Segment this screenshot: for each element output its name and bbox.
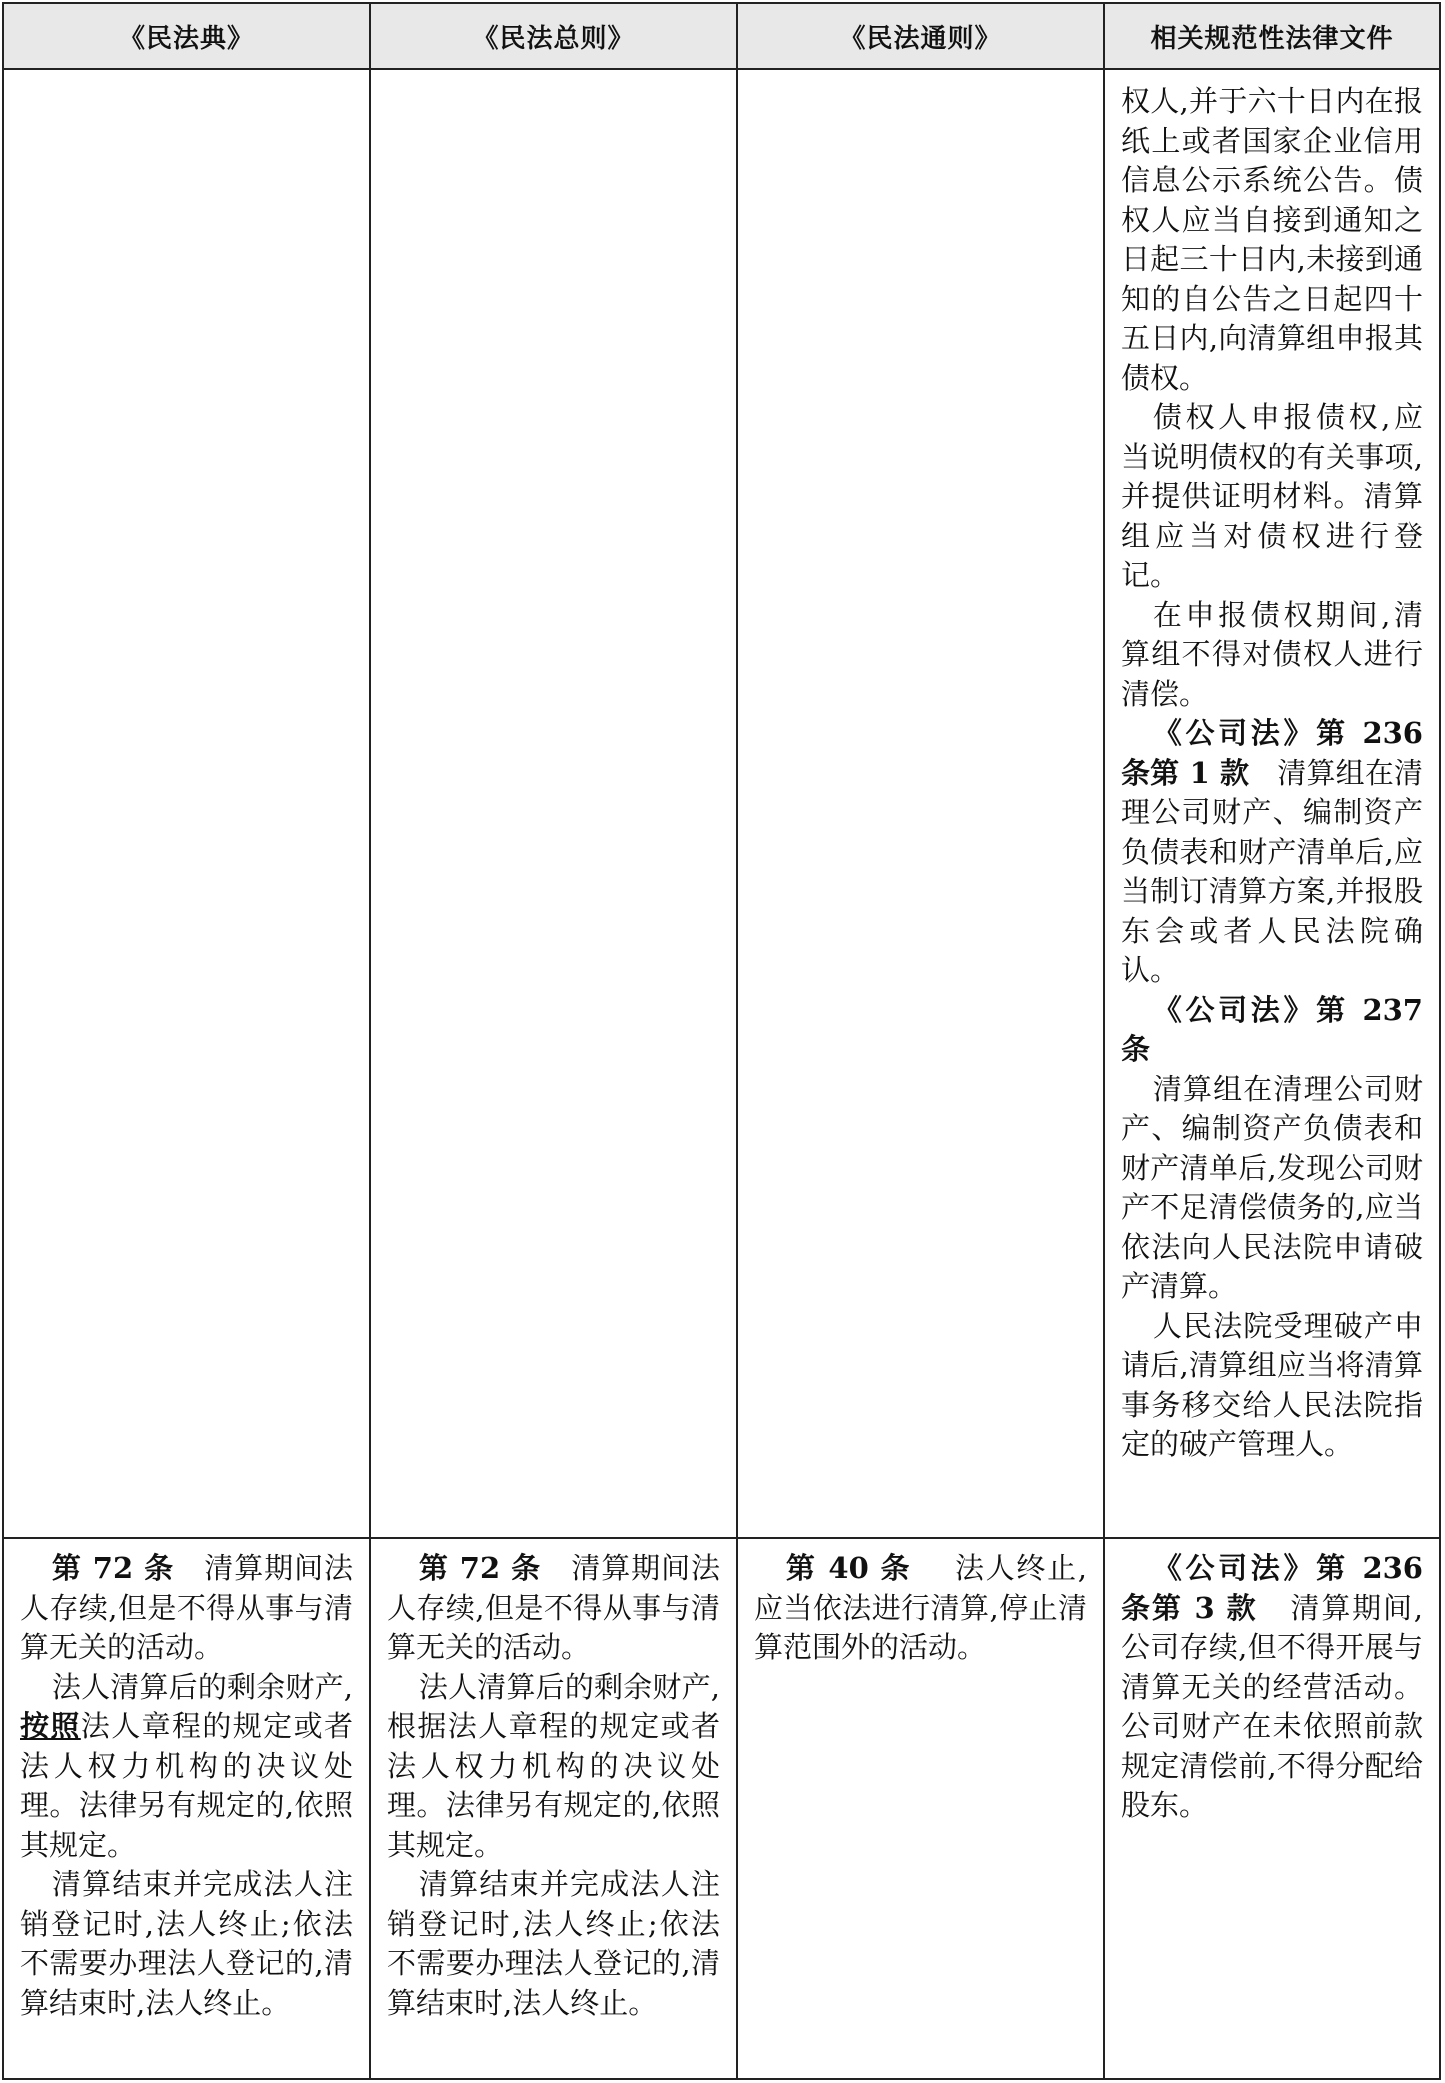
text-segment: 法人章程的规定或者法人权力机构的决议处理。法律另有规定的,依照其规定。 <box>20 1709 353 1862</box>
row1-col4-article-237 <box>1121 991 1423 1070</box>
row2-general-provisions-cell <box>371 1549 736 2077</box>
row2-col1-paragraph-1 <box>20 1549 353 1668</box>
article-text: 清算组在清理公司财产、编制资产负债表和财产清单后,应当制订清算方案,并报股东会或者人民法院确认。 <box>1121 755 1423 987</box>
row1-col4-paragraph-2: 债权人申报债权,应当说明债权的有关事项,并提供证明材料。清算组应当对债权进行登记。 <box>1121 400 1423 592</box>
article-text: 清算期间法人存续,但是不得从事与清算无关的活动。 <box>20 1551 353 1664</box>
row1-related-documents-cell <box>1105 82 1439 1532</box>
law-comparison-table <box>2 2 1441 2080</box>
row1-col1-empty <box>371 70 736 1537</box>
table-header-row <box>4 4 1439 70</box>
row1-col4-paragraph-3: 在申报债权期间,清算组不得对债权人进行清偿。 <box>1121 597 1423 711</box>
text-segment: 法人清算后的剩余财产, <box>51 1669 353 1704</box>
row2-civil-code-cell <box>4 1549 369 2077</box>
header-civil-code: 《民法典》 <box>118 23 254 54</box>
article-reference: 《公司法》第 236 条第 1 款 <box>1121 716 1423 790</box>
article-text: 法人终止,应当依法进行清算,停止清算范围外的活动。 <box>754 1551 1088 1664</box>
article-text: 清算期间,公司存续,但不得开展与清算无关的经营活动。公司财产在未依照前款规定清偿前,不得分配给股东。 <box>1121 1590 1423 1822</box>
row2-col1-paragraph-2 <box>20 1668 353 1866</box>
row2-col2-paragraph-3: 清算结束并完成法人注销登记时,法人终止;依法不需要办理法人登记的,清算结束时,法人终止。 <box>387 1867 720 2020</box>
row2-col3-paragraph-1 <box>754 1549 1087 1668</box>
row2-related-documents-cell <box>1105 1549 1439 2077</box>
row2-general-principles-cell <box>738 1549 1103 2077</box>
article-reference: 《公司法》第 237 条 <box>1121 992 1423 1066</box>
row1-col4-paragraph-6: 人民法院受理破产申请后,清算组应当将清算事务移交给人民法院指定的破产管理人。 <box>1121 1308 1423 1461</box>
row1-col4-article-236-1 <box>1121 714 1423 991</box>
row1-col4-article-237-text: 清算组在清理公司财产、编制资产负债表和财产清单后,发现公司财产不足清偿债务的,应当依法向人民法院申请破产清算。 <box>1121 1071 1423 1303</box>
row1-col4-paragraph-1: 权人,并于六十日内在报纸上或者国家企业信用信息公示系统公告。债权人应当自接到通知之日起三十日内,未接到通知的自公告之日起四十五日内,向清算组申报其债权。 <box>1121 84 1423 395</box>
row2-col2-paragraph-1 <box>387 1549 720 1668</box>
article-reference: 《公司法》第 236 条第 3 款 <box>1121 1551 1423 1625</box>
header-general-provisions: 《民法总则》 <box>472 23 635 54</box>
row2-col2-paragraph-2: 法人清算后的剩余财产,根据法人章程的规定或者法人权力机构的决议处理。法律另有规定的,依照其规定。 <box>387 1669 720 1862</box>
row2-col4-paragraph-1 <box>1121 1549 1423 1826</box>
row-divider <box>4 1537 1439 1539</box>
highlighted-term: 按照 <box>20 1709 81 1743</box>
row2-col1-paragraph-3: 清算结束并完成法人注销登记时,法人终止;依法不需要办理法人登记的,清算结束时,法人终止。 <box>20 1867 353 2020</box>
header-related-documents: 相关规范性法律文件 <box>1150 23 1394 54</box>
article-number: 第 40 条 <box>785 1551 912 1585</box>
header-general-principles: 《民法通则》 <box>839 23 1002 54</box>
article-number: 第 72 条 <box>51 1551 175 1585</box>
article-text: 清算期间法人存续,但是不得从事与清算无关的活动。 <box>387 1551 720 1664</box>
article-number: 第 72 条 <box>418 1551 542 1585</box>
